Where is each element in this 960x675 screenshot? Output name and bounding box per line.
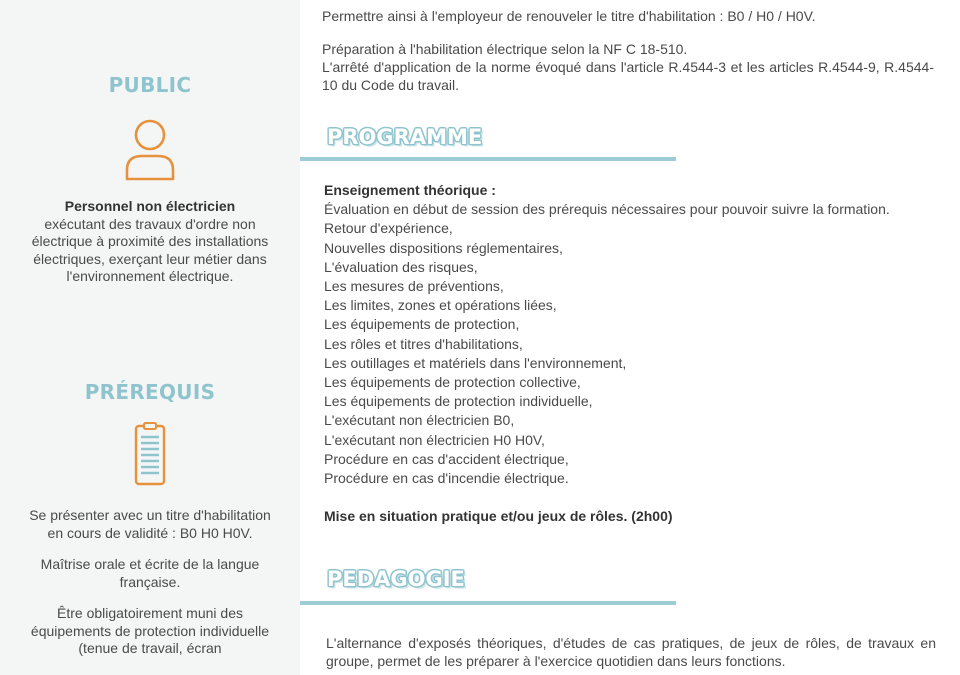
list-item: Les équipements de protection collective, (324, 374, 581, 391)
list-item: Les outillages et matériels dans l'environnement, (324, 354, 627, 371)
list-item: Les équipements de protection individuelle, (324, 393, 593, 410)
programme-list (324, 181, 934, 526)
intro-paragraph-2 (322, 40, 934, 94)
public-lead: Personnel non électricien (64, 198, 236, 214)
list-item: Les rôles et titres d'habilitations, (324, 335, 523, 352)
prerequis-item: Se présenter avec un titre d'habilitation en cours de validité : B0 H0 H0V. (29, 507, 271, 541)
intro-line: Permettre ainsi à l'employeur de renouveler le titre d'habilitation : B0 / H0 / H0V. (322, 8, 816, 24)
list-item: L'évaluation des risques, (324, 258, 478, 275)
list-item: Retour d'expérience, (324, 220, 453, 237)
pedagogie-title: PEDAGOGIE (327, 567, 465, 591)
list-item: Les équipements de protection, (324, 316, 520, 333)
prerequis-title: PRÉREQUIS (84, 380, 216, 404)
pedagogie-divider (300, 601, 676, 605)
intro-line: Préparation à l'habilitation électrique selon la NF C 18-510. (322, 41, 688, 57)
pedagogie-text: L'alternance d'exposés théoriques, d'études de cas pratiques, de jeux de rôles, de travaux en groupe, permet de les préparer à l'exercice quotidien dans leurs fonctions. (326, 635, 936, 669)
prerequis-item: Être obligatoirement muni des équipements de protection individuelle (tenue de travail, écran (30, 605, 270, 656)
list-item: Les mesures de préventions, (324, 278, 504, 295)
public-title: PUBLIC (108, 73, 192, 97)
list-item: Procédure en cas d'incendie électrique. (324, 470, 569, 487)
intro-line: L'arrêté d'application de la norme évoqué dans l'article R.4544-3 et les articles R.4544-9, R.4544-10 du Code du travail. (322, 59, 934, 93)
main-content (300, 0, 960, 675)
prerequis-item: Maîtrise orale et écrite de la langue française. (40, 556, 260, 590)
programme-practice: Mise en situation pratique et/ou jeux de rôles. (2h00) (324, 508, 673, 525)
list-item: L'exécutant non électricien H0 H0V, (324, 431, 545, 448)
intro-paragraph (322, 7, 934, 25)
list-item: Évaluation en début de session des prérequis nécessaires pour pouvoir suivre la formation. (324, 201, 890, 218)
public-text: exécutant des travaux d'ordre non électrique à proximité des installations électriques, exerçant leur métier dans l'environnement électrique. (31, 215, 269, 284)
person-icon (122, 116, 178, 182)
pedagogie-paragraph (326, 634, 936, 670)
programme-title: PROGRAMME (327, 125, 483, 149)
list-item: Procédure en cas d'accident électrique, (324, 450, 569, 467)
sidebar (0, 0, 300, 675)
list-item: Nouvelles dispositions réglementaires, (324, 239, 563, 256)
public-description (22, 198, 278, 286)
prerequis-list (22, 507, 278, 658)
list-item: Les limites, zones et opérations liées, (324, 297, 557, 314)
programme-heading: Enseignement théorique : (324, 182, 496, 198)
list-item: L'exécutant non électricien B0, (324, 412, 515, 429)
programme-divider (300, 157, 676, 161)
clipboard-icon (134, 422, 166, 486)
